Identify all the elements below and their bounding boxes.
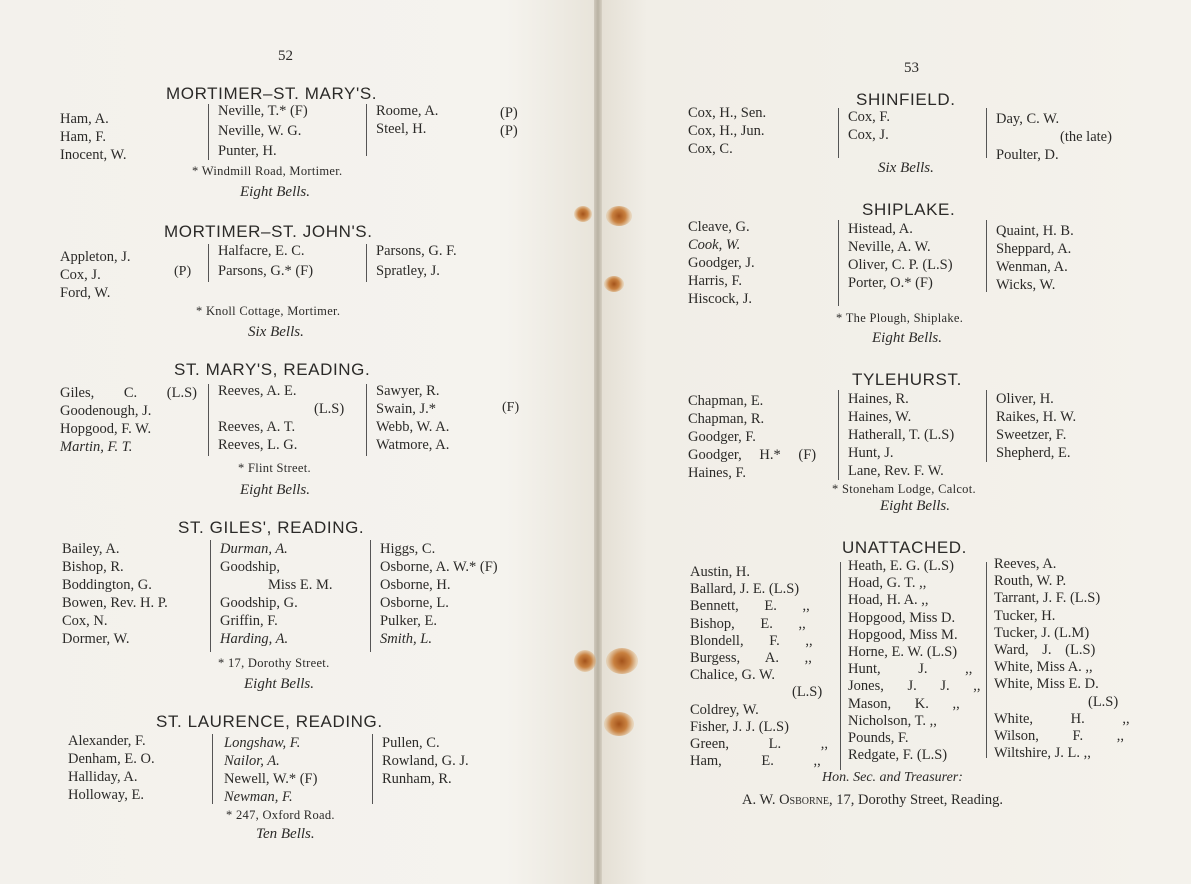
tower-note: * The Plough, Shiplake. bbox=[836, 311, 964, 325]
hon-sec-address: , 17, Dorothy Street, Reading. bbox=[829, 792, 1003, 808]
section-heading-shiplake: SHIPLAKE. bbox=[862, 200, 956, 219]
ringer-name: Osborne, L. bbox=[380, 595, 449, 611]
ringer-name: Newell, W.* (F) bbox=[224, 771, 318, 787]
ringer-name: Bishop, E. ,, bbox=[690, 615, 806, 632]
ringer-name: Martin, F. T. bbox=[60, 439, 133, 455]
st-marys-reading-col1 bbox=[60, 384, 197, 456]
ringer-name: Burgess, A. ,, bbox=[690, 649, 812, 666]
ringer-name: Webb, W. A. bbox=[376, 419, 450, 435]
ringer-name: Bishop, R. bbox=[62, 559, 124, 575]
ringer-name: Ford, W. bbox=[60, 285, 111, 301]
section-heading-st-giles-reading: ST. GILES', READING. bbox=[178, 518, 365, 537]
shiplake-col3 bbox=[996, 222, 1074, 294]
ringer-name: Cox, H., Jun. bbox=[688, 123, 765, 139]
bells-count: Eight Bells. bbox=[880, 498, 950, 514]
ringer-name: Halliday, A. bbox=[68, 769, 138, 785]
ringer-name: Boddington, G. bbox=[62, 577, 152, 593]
ringer-name: Parsons, G. F. bbox=[376, 243, 457, 259]
ringer-name: Coldrey, W. bbox=[690, 701, 759, 718]
tylehurst-col1 bbox=[688, 392, 816, 482]
ringer-name: Goodship, bbox=[220, 559, 281, 575]
rust-stain bbox=[604, 276, 624, 292]
bells-count: Ten Bells. bbox=[256, 826, 315, 842]
ringer-name: Cox, F. bbox=[848, 109, 890, 125]
rust-stain bbox=[574, 206, 592, 222]
ringer-name: Pullen, C. bbox=[382, 735, 440, 751]
column-rule bbox=[986, 390, 987, 462]
ringer-name: Tucker, H. bbox=[994, 607, 1056, 624]
ringer-name: Haines, F. bbox=[688, 465, 747, 481]
ringer-name: Bowen, Rev. H. P. bbox=[62, 595, 168, 611]
ringer-name: Roome, A. bbox=[376, 103, 439, 119]
st-laurence-reading-col1 bbox=[68, 732, 155, 804]
ringer-name: White, Miss E. D. bbox=[994, 676, 1099, 693]
ringer-name: Raikes, H. W. bbox=[996, 409, 1077, 425]
ringer-name: White, Miss A. ,, bbox=[994, 659, 1093, 676]
column-rule bbox=[838, 390, 839, 480]
ringer-name: Oliver, H. bbox=[996, 391, 1054, 407]
ringer-name: Hiscock, J. bbox=[688, 291, 753, 307]
ringer-name: Steel, H. bbox=[376, 121, 427, 137]
ringer-name: Redgate, F. (L.S) bbox=[848, 747, 948, 764]
ringer-name: Chalice, G. W. bbox=[690, 667, 775, 684]
st-marys-reading-col2 bbox=[218, 382, 344, 454]
ringer-name: Neville, W. G. bbox=[218, 123, 302, 139]
shiplake-col1 bbox=[688, 218, 755, 308]
ringer-name: Chapman, E. bbox=[688, 393, 764, 409]
ringer-note: (the late) bbox=[1060, 129, 1112, 145]
ringer-name: Miss E. M. bbox=[268, 577, 333, 593]
ringer-name: Haines, R. bbox=[848, 391, 909, 407]
ringer-name: Holloway, E. bbox=[68, 787, 144, 803]
column-rule bbox=[986, 220, 987, 292]
st-giles-reading-col2 bbox=[220, 540, 332, 648]
ringer-name: Chapman, R. bbox=[688, 411, 765, 427]
ringer-name: Austin, H. bbox=[690, 564, 751, 580]
section-heading-st-laurence-reading: ST. LAURENCE, READING. bbox=[156, 712, 383, 731]
ringer-name: Mason, K. ,, bbox=[848, 695, 960, 712]
ringer-name: Nicholson, T. ,, bbox=[848, 712, 937, 729]
ringer-name: Cook, W. bbox=[688, 237, 741, 253]
ringer-name: Cox, C. bbox=[688, 141, 733, 157]
ringer-name: Wicks, W. bbox=[996, 277, 1056, 293]
bells-count: Eight Bells. bbox=[240, 482, 310, 498]
ringer-name: Tarrant, J. F. (L.S) bbox=[994, 590, 1101, 607]
hon-sec-label: Hon. Sec. and Treasurer: bbox=[822, 770, 963, 785]
column-rule bbox=[986, 562, 987, 758]
bells-count: Eight Bells. bbox=[240, 184, 310, 200]
ringer-name: Rowland, G. J. bbox=[382, 753, 469, 769]
book-gutter bbox=[594, 0, 602, 884]
hon-sec-name: A. W. Osborne bbox=[742, 792, 829, 808]
ringer-name: Cox, J. bbox=[848, 127, 889, 143]
ringer-flag: (L.S) bbox=[792, 684, 823, 701]
ringer-name: Neville, T.* (F) bbox=[218, 103, 308, 119]
ringer-name: Sheppard, A. bbox=[996, 241, 1072, 257]
ringer-name: Reeves, A. T. bbox=[218, 419, 296, 435]
ringer-name: Longshaw, F. bbox=[224, 735, 301, 751]
ringer-name: Pounds, F. bbox=[848, 729, 909, 746]
ringer-name: Heath, E. G. (L.S) bbox=[848, 558, 954, 574]
ringer-name: Histead, A. bbox=[848, 221, 913, 237]
ringer-name: Osborne, A. W.* (F) bbox=[380, 559, 498, 575]
ringer-name: Haines, W. bbox=[848, 409, 912, 425]
shiplake-col2 bbox=[848, 220, 953, 292]
tower-note: * 247, Oxford Road. bbox=[226, 808, 335, 822]
ringer-name: Pulker, E. bbox=[380, 613, 438, 629]
page-number-right: 53 bbox=[904, 60, 919, 76]
ringer-name: Tucker, J. (L.M) bbox=[994, 624, 1090, 641]
ringer-name: Fisher, J. J. (L.S) bbox=[690, 718, 789, 735]
ringer-name: Cox, J. bbox=[60, 267, 101, 283]
tower-note: * Flint Street. bbox=[238, 461, 311, 475]
ringer-name: Giles, C. (L.S) bbox=[60, 385, 197, 401]
ringer-name: Hunt, J. bbox=[848, 445, 894, 461]
mortimer-st-marys-col2 bbox=[218, 102, 308, 160]
ringer-name: Wiltshire, J. L. ,, bbox=[994, 745, 1091, 762]
ringer-name: Ham, A. bbox=[60, 111, 109, 127]
ringer-name: Reeves, A. E. bbox=[218, 383, 297, 399]
column-rule bbox=[370, 540, 371, 652]
shinfield-col1 bbox=[688, 104, 766, 158]
ringer-name: Osborne, H. bbox=[380, 577, 451, 593]
column-rule bbox=[366, 244, 367, 282]
bells-count: Six Bells. bbox=[248, 324, 304, 340]
ringer-name: Goodship, G. bbox=[220, 595, 298, 611]
ringer-name: Alexander, F. bbox=[68, 733, 146, 749]
column-rule bbox=[208, 244, 209, 282]
ringer-flag: (L.S) bbox=[314, 401, 345, 417]
ringer-name: Wenman, A. bbox=[996, 259, 1068, 275]
column-rule bbox=[208, 384, 209, 456]
ringer-name: Griffin, F. bbox=[220, 613, 278, 629]
ringer-name: Jones, J. J. ,, bbox=[848, 678, 981, 695]
ringer-name: Runham, R. bbox=[382, 771, 452, 787]
shinfield-col2 bbox=[848, 108, 890, 144]
column-rule bbox=[986, 108, 987, 158]
ringer-name: Cleave, G. bbox=[688, 219, 750, 235]
ringer-name: Denham, E. O. bbox=[68, 751, 155, 767]
ringer-name: Day, C. W. bbox=[996, 111, 1060, 127]
ringer-name: Poulter, D. bbox=[996, 147, 1059, 163]
rust-stain bbox=[574, 650, 596, 672]
ringer-name: Parsons, G.* (F) bbox=[218, 263, 314, 279]
ringer-flag: (L.S) bbox=[1088, 693, 1119, 710]
ringer-name: Inocent, W. bbox=[60, 147, 127, 163]
ringer-name: Shepherd, E. bbox=[996, 445, 1071, 461]
ringer-name: Dormer, W. bbox=[62, 631, 130, 647]
tower-note: * Stoneham Lodge, Calcot. bbox=[832, 482, 976, 496]
section-heading-unattached: UNATTACHED. bbox=[842, 538, 967, 557]
rust-stain bbox=[606, 648, 638, 674]
ringer-name: Oliver, C. P. (L.S) bbox=[848, 257, 953, 273]
ringer-name: Higgs, C. bbox=[380, 541, 436, 557]
ringer-name: Green, L. ,, bbox=[690, 735, 829, 752]
ringer-name: Hunt, J. ,, bbox=[848, 661, 973, 678]
page-number-left: 52 bbox=[278, 48, 293, 64]
ringer-name: Porter, O.* (F) bbox=[848, 275, 933, 291]
tower-note: * Windmill Road, Mortimer. bbox=[192, 164, 343, 178]
unattached-col3 bbox=[994, 556, 1130, 762]
ringer-name: Smith, L. bbox=[380, 631, 432, 647]
ringer-name: Goodger, F. bbox=[688, 429, 756, 445]
st-laurence-reading-col3 bbox=[382, 734, 469, 788]
rust-stain bbox=[604, 712, 634, 736]
ringer-name: Halfacre, E. C. bbox=[218, 243, 305, 259]
shinfield-col3 bbox=[996, 110, 1112, 164]
ringer-name: Wilson, F. ,, bbox=[994, 727, 1124, 744]
ringer-name: Goodger, H.* (F) bbox=[688, 447, 817, 463]
column-rule bbox=[210, 540, 211, 652]
tower-note: * 17, Dorothy Street. bbox=[218, 656, 330, 670]
section-heading-mortimer-st-johns: MORTIMER–ST. JOHN'S. bbox=[164, 222, 373, 241]
ringer-name: Hoad, G. T. ,, bbox=[848, 575, 927, 592]
ringer-name: Lane, Rev. F. W. bbox=[848, 463, 944, 479]
mortimer-st-johns-col2 bbox=[218, 242, 313, 280]
mortimer-st-marys-col3 bbox=[376, 102, 438, 138]
ringer-name: Blondell, F. ,, bbox=[690, 632, 813, 649]
ringer-name: Harris, F. bbox=[688, 273, 743, 289]
ringer-name: Ballard, J. E. (L.S) bbox=[690, 581, 800, 598]
column-rule bbox=[838, 108, 839, 158]
ringer-name: Reeves, A. bbox=[994, 556, 1057, 572]
mortimer-st-marys-flags bbox=[500, 104, 518, 140]
st-giles-reading-col1 bbox=[62, 540, 168, 648]
ringer-name: Horne, E. W. (L.S) bbox=[848, 643, 958, 660]
column-rule bbox=[366, 384, 367, 456]
ringer-name: Durman, A. bbox=[220, 541, 288, 557]
bells-count: Eight Bells. bbox=[872, 330, 942, 346]
ringer-name: Ham, F. bbox=[60, 129, 106, 145]
column-rule bbox=[372, 734, 373, 804]
column-rule bbox=[212, 734, 213, 804]
section-heading-shinfield: SHINFIELD. bbox=[856, 90, 956, 109]
ringer-name: Goodger, J. bbox=[688, 255, 755, 271]
ringer-name: Sweetzer, F. bbox=[996, 427, 1067, 443]
rust-stain bbox=[606, 206, 632, 226]
mortimer-st-marys-col1 bbox=[60, 110, 126, 164]
unattached-col2 bbox=[848, 558, 981, 764]
ringer-name: Watmore, A. bbox=[376, 437, 450, 453]
bells-count: Eight Bells. bbox=[244, 676, 314, 692]
ringer-name: Bennett, E. ,, bbox=[690, 598, 810, 615]
ringer-name: Harding, A. bbox=[220, 631, 289, 647]
ringer-name: Hoad, H. A. ,, bbox=[848, 592, 929, 609]
ringer-name: Quaint, H. B. bbox=[996, 223, 1074, 239]
ringer-name: Cox, H., Sen. bbox=[688, 105, 767, 121]
ringer-name: Hopgood, Miss D. bbox=[848, 609, 956, 626]
ringer-name: Ward, J. (L.S) bbox=[994, 641, 1096, 658]
ringer-name: Appleton, J. bbox=[60, 249, 131, 265]
section-heading-mortimer-st-marys: MORTIMER–ST. MARY'S. bbox=[166, 84, 378, 103]
mortimer-st-johns-col3 bbox=[376, 242, 457, 280]
ringer-flag: (P) bbox=[500, 105, 518, 121]
ringer-name: Neville, A. W. bbox=[848, 239, 931, 255]
tylehurst-col2 bbox=[848, 390, 954, 480]
ringer-name: Goodenough, J. bbox=[60, 403, 152, 419]
ringer-name: Punter, H. bbox=[218, 143, 277, 159]
ringer-name: Spratley, J. bbox=[376, 263, 440, 279]
ringer-name: Cox, N. bbox=[62, 613, 108, 629]
column-rule bbox=[366, 104, 367, 156]
ringer-name: White, H. ,, bbox=[994, 710, 1130, 727]
ringer-name: Ham, E. ,, bbox=[690, 753, 821, 770]
st-marys-reading-col3 bbox=[376, 382, 449, 454]
ringer-name: Nailor, A. bbox=[224, 753, 280, 769]
ringer-name: Sawyer, R. bbox=[376, 383, 440, 399]
st-laurence-reading-col2 bbox=[224, 734, 317, 806]
ringer-name: Routh, W. P. bbox=[994, 573, 1067, 590]
ringer-name: Swain, J.* bbox=[376, 401, 437, 417]
section-heading-st-marys-reading: ST. MARY'S, READING. bbox=[174, 360, 371, 379]
ringer-name: Reeves, L. G. bbox=[218, 437, 298, 453]
column-rule bbox=[208, 104, 209, 160]
ringer-name: Bailey, A. bbox=[62, 541, 120, 557]
ringer-flag: (P) bbox=[174, 264, 192, 279]
ringer-flag: (F) bbox=[502, 400, 520, 415]
ringer-name: Hopgood, Miss M. bbox=[848, 626, 958, 643]
ringer-name: Newman, F. bbox=[224, 789, 293, 805]
unattached-col1 bbox=[690, 564, 828, 770]
st-giles-reading-col3 bbox=[380, 540, 498, 648]
column-rule bbox=[840, 562, 841, 770]
tower-note: * Knoll Cottage, Mortimer. bbox=[196, 304, 341, 318]
ringer-name: Hatherall, T. (L.S) bbox=[848, 427, 955, 443]
column-rule bbox=[838, 220, 839, 306]
mortimer-st-johns-col1 bbox=[60, 248, 130, 302]
ringer-flag: (P) bbox=[500, 123, 518, 139]
hon-sec-line bbox=[742, 792, 1003, 809]
section-heading-tylehurst: TYLEHURST. bbox=[852, 370, 962, 389]
bells-count: Six Bells. bbox=[878, 160, 934, 176]
tylehurst-col3 bbox=[996, 390, 1076, 462]
ringer-name: Hopgood, F. W. bbox=[60, 421, 152, 437]
